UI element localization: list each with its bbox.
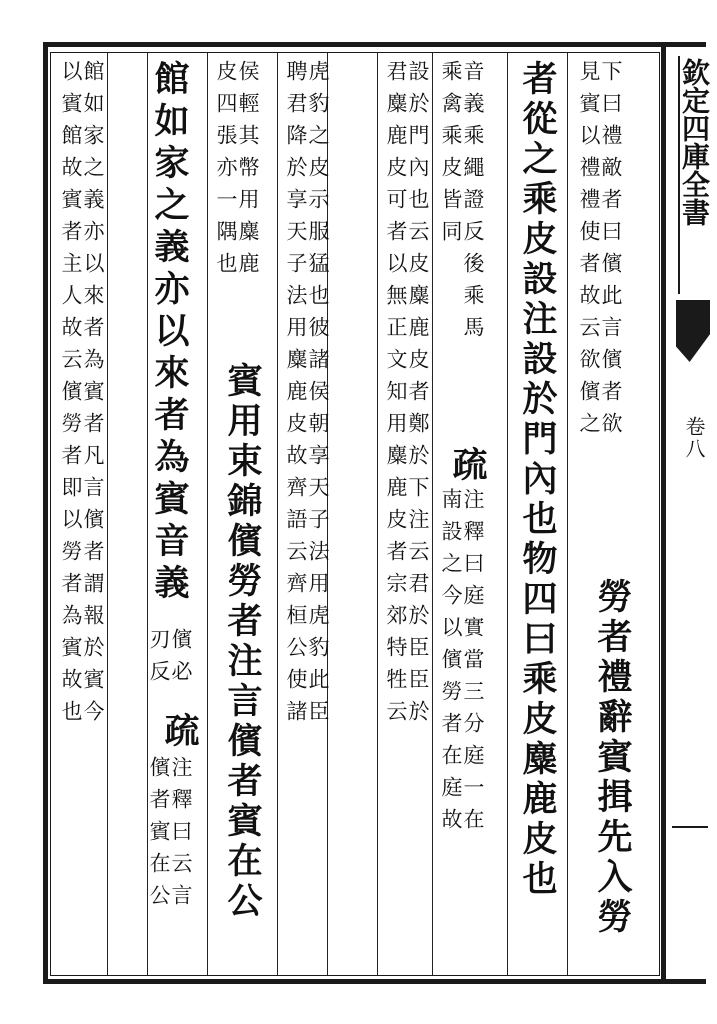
text-line: 以賓館故賓者主人故云儐勞者即以勞者為賓故也 <box>59 60 83 732</box>
text-column-5 <box>285 60 329 732</box>
column-rule <box>377 53 378 975</box>
text-line: 館如家之義亦以來者為賓者凡言儐者謂報於賓今 <box>81 60 105 732</box>
column-rule <box>432 53 433 975</box>
volume-label: 卷八 <box>682 416 706 460</box>
text-column-7: 館如家之義亦以來者為賓音義 <box>149 60 190 606</box>
text-line: 注釋曰庭實當三分庭一在 <box>461 488 485 840</box>
text-column-3-bottom <box>440 488 484 840</box>
column-rule <box>207 53 208 975</box>
text-line: 侯輕其幣用麋鹿 <box>236 60 260 284</box>
text-line: 君麋鹿皮可者以無正文知用麋鹿皮者宗郊特牲云 <box>384 60 408 732</box>
text-line: 注釋曰云言 <box>169 756 193 916</box>
text-column-7-bottom <box>148 756 192 916</box>
book-title: 欽定四庫全書 <box>678 58 711 226</box>
text-line: 音義乘繩證反後乘馬 <box>461 60 485 348</box>
text-line: 乘禽乘皮皆同 <box>439 60 463 252</box>
text-column-3-top <box>440 60 484 348</box>
text-column-1 <box>578 60 622 444</box>
text-line: 下曰禮敵者曰儐此言儐者欲 <box>599 60 623 444</box>
margin-tick <box>672 826 708 828</box>
text-line: 虎豹之皮示服猛也彼諸侯朝享天子法用虎豹此臣 <box>306 60 330 732</box>
column-rule <box>567 53 568 975</box>
shu-marker: 疏 <box>447 446 488 486</box>
column-rule <box>277 53 278 975</box>
text-column-2: 者從之乘皮設注設於門內也物四曰乘皮麋鹿皮也 <box>517 60 558 900</box>
text-column-6-large: 賓用束錦儐勞者注言儐者賓在公 <box>222 362 263 922</box>
text-line: 聘君降於享天子法用麋鹿皮故齊語云齊桓公使諸 <box>284 60 308 732</box>
inner-rule <box>50 52 660 976</box>
text-line: 南設之今以儐勞者在庭故 <box>439 488 463 840</box>
text-column-1-large: 勞者禮辭賓揖先入勞 <box>592 578 633 938</box>
text-line: 儐必 <box>169 628 193 692</box>
text-line: 刃反 <box>147 628 171 692</box>
text-column-7-note <box>148 628 192 692</box>
column-rule <box>107 53 108 975</box>
text-line: 皮四張亦一隅也 <box>214 60 238 284</box>
text-line: 設於門內也云皮麋鹿皮者鄭於下注云君於臣臣於 <box>406 60 430 732</box>
text-column-6-top <box>215 60 259 284</box>
text-line: 儐者賓在公 <box>147 756 171 916</box>
text-column-8 <box>60 60 104 732</box>
column-rule <box>507 53 508 975</box>
text-column-4 <box>385 60 429 732</box>
shu-marker: 疏 <box>159 712 200 752</box>
text-line: 見賓以禮禮使者故云欲儐之 <box>577 60 601 444</box>
